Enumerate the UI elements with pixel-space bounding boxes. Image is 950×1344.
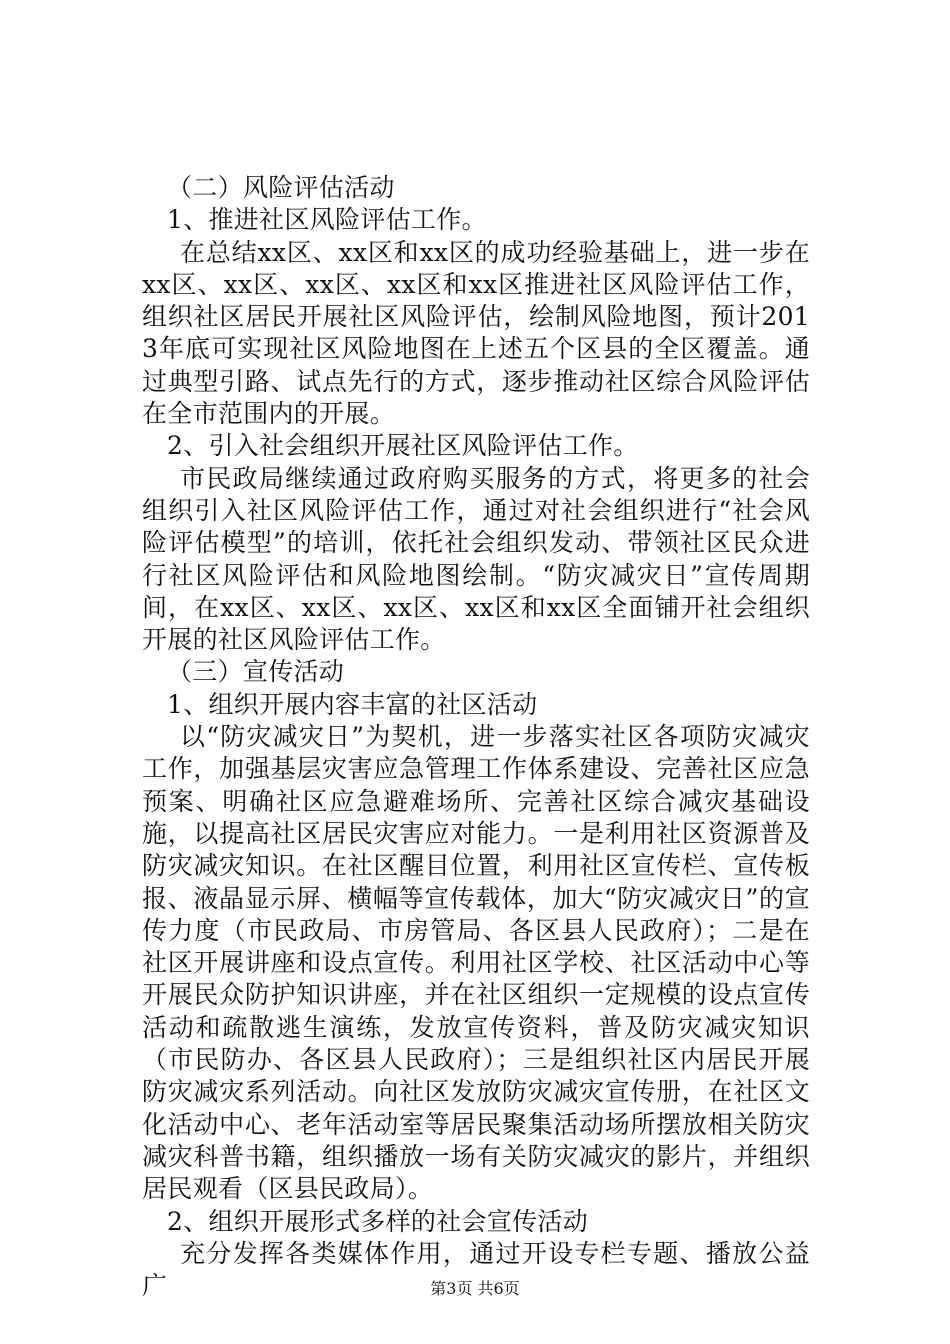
subheading-promote-risk-assessment: 1、推进社区风险评估工作。	[167, 205, 487, 235]
subheading-community-activities: 1、组织开展内容丰富的社区活动	[167, 689, 538, 719]
page-number-footer: 第3页 共6页	[430, 1279, 520, 1298]
subheading-social-publicity: 2、组织开展形式多样的社会宣传活动	[167, 1206, 589, 1236]
paragraph-community-activities: 以“防灾减灾日”为契机，进一步落实社区各项防灾减灾工作，加强基层灾害应急管理工作体系建设、完善社区应急预案、明确社区应急避难场所、完善社区综合减灾基础设施，以提高社区居民灾害应对能力。一是利用社区资源普及防灾减灾知识。在社区醒目位置，利用社区宣传栏、宣传板报、液晶显示屏、横幅等宣传载体，加大“防灾减灾日”的宣传力度（市民政局、市房管局、各区县人民政府）；二是在社区开展讲座和设点宣传。利用社区学校、社区活动中心等开展民众防护知识讲座，并在社区组织一定规模的设点宣传活动和疏散逃生演练，发放宣传资料，普及防灾减灾知识（市民防办、各区县人民政府）；三是组织社区内居民开展防灾减灾系列活动。向社区发放防灾减灾宣传册，在社区文化活动中心、老年活动室等居民聚集活动场所摆放相关防灾减灾科普书籍，组织播放一场有关防灾减灾的影片，并组织居民观看（区县民政局）。	[142, 722, 810, 1204]
paragraph-risk-assessment-summary: 在总结xx区、xx区和xx区的成功经验基础上，进一步在xx区、xx区、xx区、xx区和xx区推进社区风险评估工作，组织社区居民开展社区风险评估，绘制风险地图，预计2013年底可实现社区风险地图在上述五个区县的全区覆盖。通过典型引路、试点先行的方式，逐步推动社区综合风险评估在全市范围内的开展。	[142, 237, 810, 429]
subheading-social-organizations: 2、引入社会组织开展社区风险评估工作。	[167, 431, 639, 461]
paragraph-media-publicity: 充分发挥各类媒体作用，通过开设专栏专题、播放公益广	[142, 1238, 810, 1301]
document-body	[142, 172, 810, 1302]
section-heading-publicity: （三）宣传活动	[167, 657, 345, 687]
paragraph-social-organizations: 市民政局继续通过政府购买服务的方式，将更多的社会组织引入社区风险评估工作，通过对社会组织进行“社会风险评估模型”的培训，依托社会组织发动、带领社区民众进行社区风险评估和风险地图绘制。“防灾减灾日”宣传周期间，在xx区、xx区、xx区、xx区和xx区全面铺开社会组织开展的社区风险评估工作。	[142, 463, 810, 655]
section-heading-risk-assessment: （二）风险评估活动	[167, 173, 395, 202]
